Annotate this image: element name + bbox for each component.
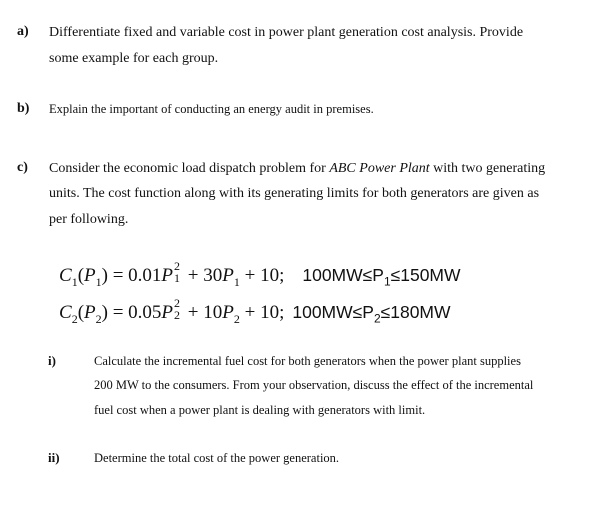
part-c-label: c)	[17, 160, 28, 175]
eq2-arg-index: 2	[95, 311, 102, 326]
part-c-line-1	[49, 161, 545, 177]
eq2-index: 2	[71, 311, 78, 326]
plant-name: ABC Power Plant	[329, 161, 430, 176]
eq2-func: C	[59, 302, 72, 323]
eq2-term1-var: P	[161, 302, 174, 323]
eq1-term2-coef: 30	[203, 265, 223, 286]
eq1-const: 10	[260, 265, 280, 286]
part-b-label: b)	[17, 101, 30, 116]
eq2-const: 10	[260, 302, 280, 323]
eq1-arg-index: 1	[95, 274, 102, 289]
subpart-i-line-1: Calculate the incremental fuel cost for both generators when the power plant supplies	[94, 354, 521, 368]
eq2-term1-sub: 2	[174, 308, 181, 322]
eq2-arg: P	[84, 302, 96, 323]
part-a-label: a)	[17, 24, 29, 39]
part-b-line-1: Explain the important of conducting an energy audit in premises.	[49, 102, 374, 116]
eq2-term2-sub: 2	[233, 311, 240, 326]
eq2-term1-coef: 0.05	[128, 302, 162, 323]
eq1-limit-sub: 1	[383, 274, 391, 289]
equation-1: $C_1(P_1) = 0.01P$ 2 1 + $30P_1 + 10$; $100MW\le P_1\le 150MW$	[59, 259, 461, 289]
eq1-arg: P	[84, 265, 96, 286]
subpart-i-label: i)	[48, 353, 56, 368]
eq1-limit-low: 100MW	[302, 265, 363, 285]
eq1-term2-var: P	[222, 265, 234, 286]
part-a-line-2: some example for each group.	[49, 51, 219, 66]
eq1-func: C	[59, 265, 72, 286]
subpart-i-line-2: 200 MW to the consumers. From your observation, discuss the effect of the incremental	[94, 378, 534, 392]
equation-2: $C_2(P_2) = 0.05P$ 2 2 + $10P_2 + 10$; $100MW\le P_2\le 180MW$	[59, 296, 451, 326]
eq1-term1-coef: 0.01	[128, 265, 162, 286]
eq1-term1-var: P	[161, 265, 174, 286]
subpart-ii-label: ii)	[48, 450, 60, 465]
part-c-line-1-after: with two generating	[429, 161, 546, 176]
eq2-limit-sub: 2	[373, 311, 381, 326]
eq2-limit-high: 180MW	[390, 302, 451, 322]
eq1-term1-sub: 1	[174, 271, 181, 285]
part-a-line-1: Differentiate fixed and variable cost in power plant generation cost analysis. Provide	[49, 25, 524, 40]
eq1-term2-sub: 1	[233, 274, 240, 289]
subpart-ii-line-1: Determine the total cost of the power generation.	[94, 451, 340, 465]
eq1-limit-high: 150MW	[400, 265, 461, 285]
eq2-term2-coef: 10	[203, 302, 223, 323]
part-c-line-3: per following.	[49, 212, 129, 227]
eq2-term2-var: P	[222, 302, 234, 323]
eq1-index: 1	[71, 274, 78, 289]
part-c-line-2: units. The cost function along with its generating limits for both generators are given as	[49, 186, 540, 201]
eq2-limit-low: 100MW	[292, 302, 353, 322]
part-c-line-1-before: Consider the economic load dispatch problem for	[49, 161, 330, 176]
subpart-i-line-3: fuel cost when a power plant is dealing with generators with limit.	[94, 403, 426, 417]
